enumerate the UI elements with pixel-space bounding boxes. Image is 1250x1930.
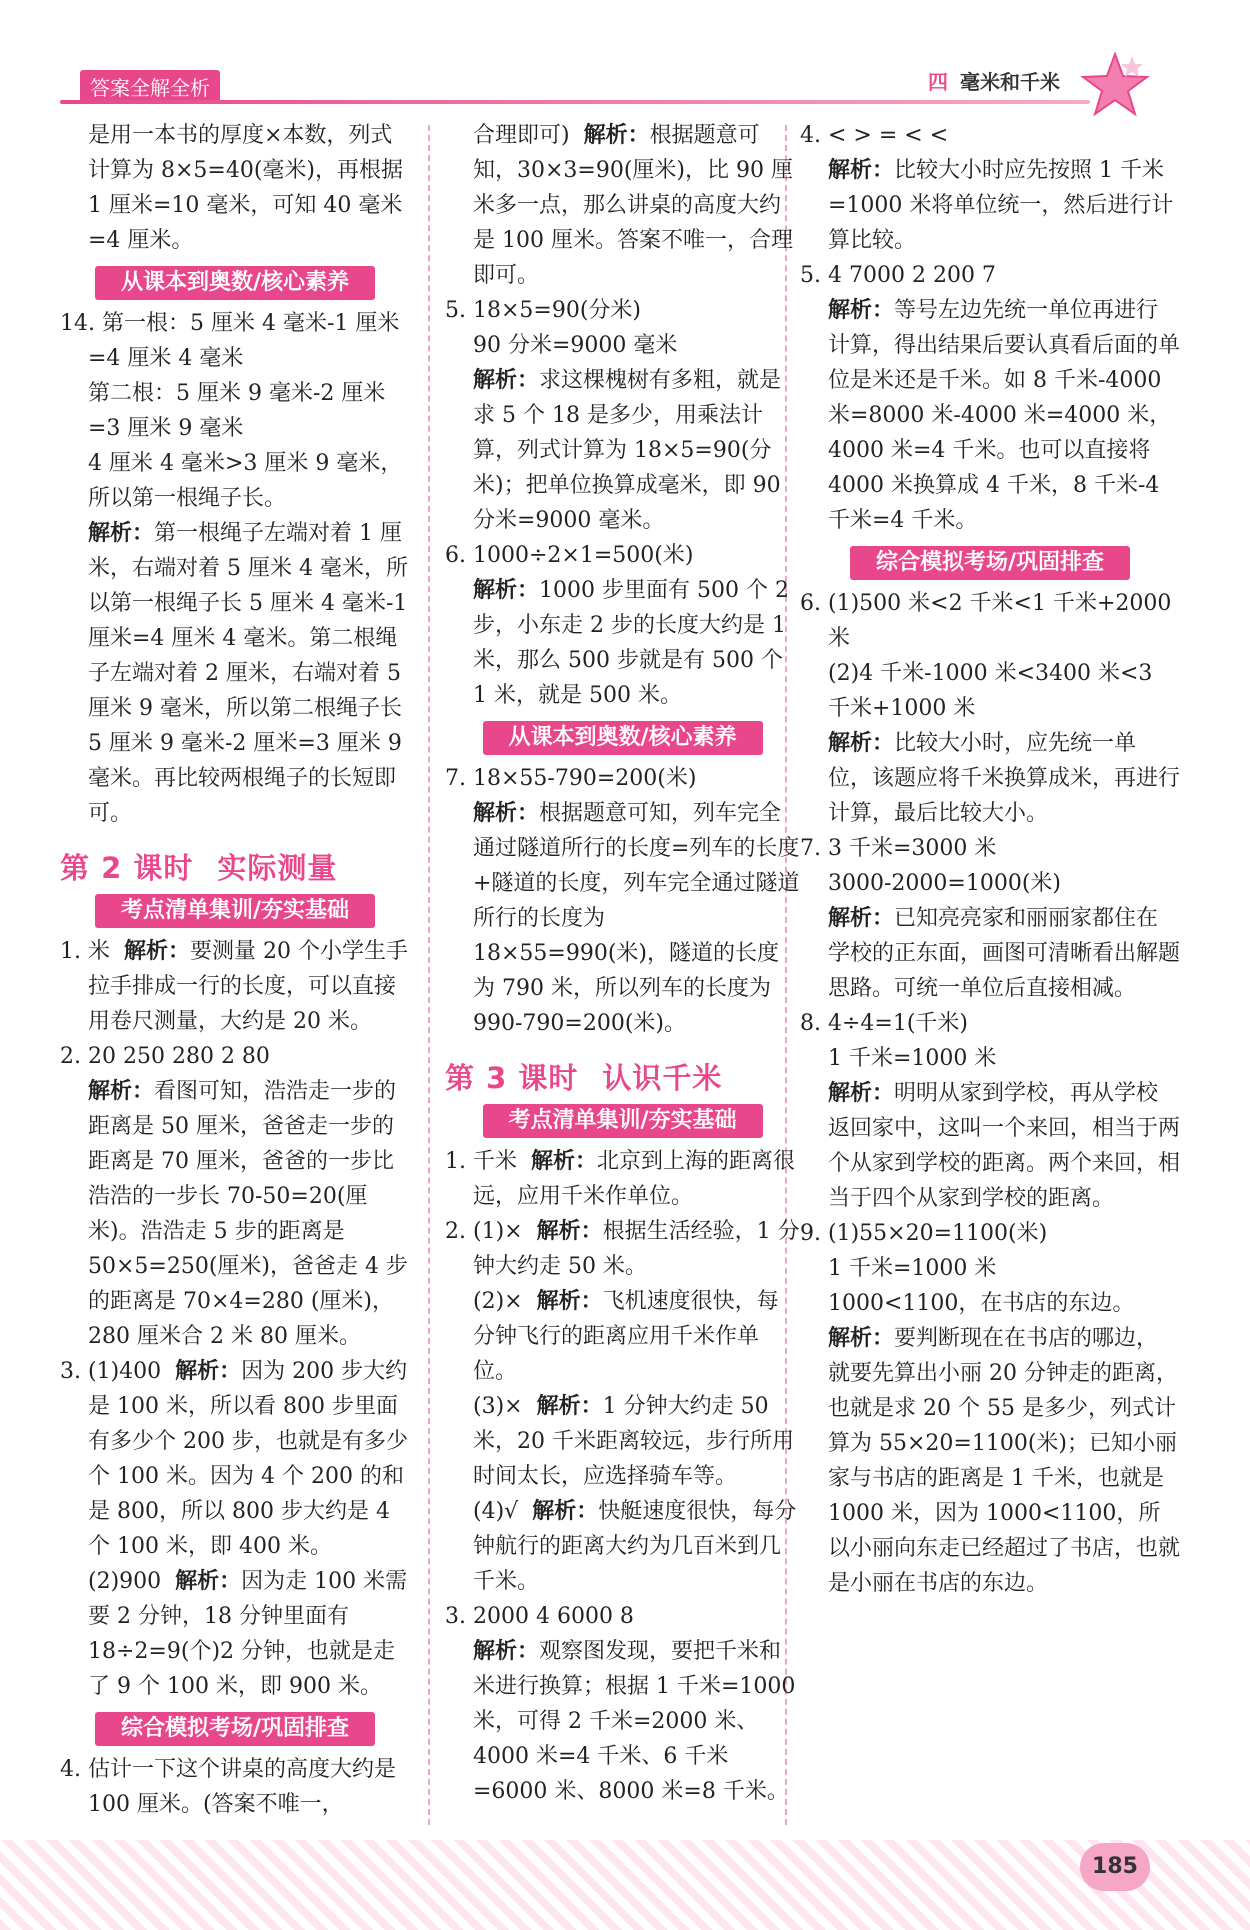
section-banner: 从课本到奥数/核心素养 <box>483 721 763 755</box>
answer: (3)× <box>473 1394 523 1419</box>
analysis-label: 解析： <box>536 1394 603 1419</box>
analysis-text: 比较大小时应先按照 1 千米=1000 米将单位统一，然后进行计算比较。 <box>828 158 1174 253</box>
analysis-label: 解析： <box>88 1079 155 1104</box>
analysis-label: 解析： <box>828 1081 895 1106</box>
analysis-label: 解析： <box>583 123 650 148</box>
lesson-title: 实际测量 <box>217 851 338 885</box>
analysis-text: 求这棵槐树有多粗，就是求 5 个 18 是多少，用乘法计算，列式计算为 18×5=90(分米)；把单位换算成毫米，即 90 分米=9000 毫米。 <box>473 368 782 533</box>
analysis-text: 快艇速度很快，每分钟航行的距离大约为几百米到几千米。 <box>473 1499 797 1594</box>
lesson-number: 第 3 课时 <box>445 1061 579 1095</box>
answer-item <box>445 1389 800 1494</box>
answer-item <box>445 1214 800 1284</box>
analysis <box>445 1634 800 1809</box>
answer-item <box>445 1144 800 1214</box>
analysis-text: 要测量 20 个小学生手拉手排成一行的长度，可以直接用卷尺测量，大约是 20 米。 <box>88 939 408 1034</box>
analysis-text: 明明从家到学校，再从学校返回家中，这叫一个来回，相当于两个从家到学校的距离。两个来回，相当于四个从家到学校的距离。 <box>828 1081 1181 1211</box>
answer-item <box>445 1494 800 1599</box>
section-banner: 综合模拟考场/巩固排查 <box>850 546 1130 580</box>
answer: (2)× <box>473 1289 523 1314</box>
unit-title <box>928 66 1060 95</box>
lesson-heading <box>445 1061 800 1096</box>
answer-text: 90 分米=9000 毫米 <box>473 333 678 358</box>
header-rule <box>60 100 1090 104</box>
section-banner: 综合模拟考场/巩固排查 <box>95 1712 375 1746</box>
answer-item: 14. 第一根：5 厘米 4 毫米-1 厘米=4 厘米 4 毫米 <box>60 311 400 371</box>
answer: (4)√ <box>473 1499 519 1524</box>
analysis-text: 1 分钟大约走 50 米，20 千米距离较远，步行所用时间太长，应选择骑车等。 <box>473 1394 794 1489</box>
answer-item: 5. 18×5=90(分米) <box>445 298 642 323</box>
answer-text: 4 厘米 4 毫米>3 厘米 9 毫米，所以第一根绳子长。 <box>88 451 403 511</box>
analysis-label: 解析： <box>828 158 895 183</box>
analysis-text: 要判断现在在书店的哪边，就要先算出小丽 20 分钟走的距离，也就是求 20 个 55 是多少，列式计算为 55×20=1100(米)；已知小丽家与书店的距离是 1 千米，也就是 1000 米，因为 1000<1100，所以小丽向东走已经超过了书店，也就是小丽在书店的东边。 <box>828 1326 1181 1596</box>
answer-item: 5. 4 7000 2 200 7 <box>800 263 996 288</box>
answer-item <box>60 1354 410 1564</box>
analysis-label: 解析： <box>473 368 540 393</box>
answer-text: 1000<1100，在书店的东边。 <box>828 1291 1135 1316</box>
analysis-label: 解析： <box>828 1326 895 1351</box>
section-banner: 考点清单集训/夯实基础 <box>483 1104 763 1138</box>
column-2 <box>445 118 800 1809</box>
analysis-text: 根据生活经验，1 分钟大约走 50 米。 <box>473 1219 800 1279</box>
answer-text: 3000-2000=1000(米) <box>828 871 1061 896</box>
answer-item: 6. (1)500 米<2 千米<1 千米+2000 米 <box>800 591 1172 651</box>
answer-text: (2)4 千米-1000 米<3400 米<3 千米+1000 米 <box>828 661 1153 721</box>
analysis-text: 看图可知，浩浩走一步的距离是 50 厘米，爸爸走一步的距离是 70 厘米，爸爸的一步比浩浩的一步长 70-50=20(厘米)。浩浩走 5 步的距离是 50×5=250(厘米)，爸爸走 4 步的距离是 70×4=280 (厘米)，280 厘米合 2 米 80 厘米。 <box>88 1079 408 1349</box>
column-1 <box>60 118 410 1822</box>
answer-item: 4. < > = < < <box>800 123 949 148</box>
analysis-text: 1000 步里面有 500 个 2 步，小东走 2 步的长度大约是 1 米，那么 500 步就是有 500 个 1 米，就是 500 米。 <box>473 578 789 708</box>
answer-item: 7. 3 千米=3000 米 <box>800 836 997 861</box>
lesson-heading <box>60 851 410 886</box>
answer-item <box>60 1564 410 1704</box>
analysis-label: 解析： <box>175 1359 242 1384</box>
answer: 1. 千米 <box>445 1149 517 1174</box>
analysis-text: 根据题意可知，列车完全通过隧道所行的长度=列车的长度+隧道的长度，列车完全通过隧道所行的长度为 18×55=990(米)，隧道的长度为 790 米，所以列车的长度为 990-790=200(米)。 <box>473 801 800 1036</box>
answer: (2)900 <box>88 1569 162 1594</box>
star-icon <box>1080 50 1150 120</box>
lesson-title: 认识千米 <box>602 1061 723 1095</box>
answer-item: 6. 1000÷2×1=500(米) <box>445 543 694 568</box>
answer: 3. (1)400 <box>60 1359 162 1384</box>
answer-item: 7. 18×55-790=200(米) <box>445 766 697 791</box>
answer: 1. 米 <box>60 939 110 964</box>
answer-item <box>445 118 800 293</box>
answer-item: 4. 估计一下这个讲桌的高度大约是 100 厘米。(答案不唯一， <box>60 1757 396 1817</box>
analysis-text: 因为走 100 米需要 2 分钟，18 分钟里面有 18÷2=9(个)2 分钟，也就是走了 9 个 100 米，即 900 米。 <box>88 1569 408 1699</box>
answer-text: 1 千米=1000 米 <box>828 1046 997 1071</box>
analysis-label: 解析： <box>828 298 895 323</box>
page-number: 185 <box>1080 1843 1150 1891</box>
analysis <box>445 796 800 1041</box>
analysis-text: 等号左边先统一单位再进行计算，得出结果后要认真看后面的单位是米还是千米。如 8 千米-4000 米=8000 米-4000 米=4000 米，4000 米=4 千米。也可以直接将 4000 米换算成 4 千米，8 千米-4 千米=4 千米。 <box>828 298 1181 533</box>
analysis-label: 解析： <box>828 731 895 756</box>
answer-item <box>60 934 410 1039</box>
header-left-label: 答案全解全析 <box>80 70 220 103</box>
analysis-label: 解析： <box>473 801 540 826</box>
analysis <box>800 726 1180 831</box>
column-3 <box>800 118 1180 1601</box>
analysis-label: 解析： <box>828 906 895 931</box>
section-banner: 考点清单集训/夯实基础 <box>95 894 375 928</box>
unit-name: 毫米和千米 <box>960 70 1060 94</box>
analysis <box>60 1074 410 1354</box>
analysis-text: 比较大小时，应先统一单位，该题应将千米换算成米，再进行计算，最后比较大小。 <box>828 731 1181 826</box>
analysis <box>445 363 800 538</box>
analysis-label: 解析： <box>532 1499 599 1524</box>
analysis <box>800 901 1180 1006</box>
analysis-label: 解析： <box>530 1149 597 1174</box>
answer-text: 第二根：5 厘米 9 毫米-2 厘米=3 厘米 9 毫米 <box>88 381 386 441</box>
answer: 合理即可) <box>473 123 570 148</box>
answer-text: 是用一本书的厚度×本数，列式计算为 8×5=40(毫米)，再根据 1 厘米=10 毫米，可知 40 毫米=4 厘米。 <box>88 123 404 253</box>
answer-item: 8. 4÷4=1(千米) <box>800 1011 969 1036</box>
analysis-text: 北京到上海的距离很远，应用千米作单位。 <box>473 1149 796 1209</box>
analysis-text: 观察图发现，要把千米和米进行换算；根据 1 千米=1000 米，可得 2 千米=2000 米、4000 米=4 千米、6 千米=6000 米、8000 米=8 千米。 <box>473 1639 796 1804</box>
answer-text: 1 千米=1000 米 <box>828 1256 997 1281</box>
analysis-label: 解析： <box>536 1219 603 1244</box>
answer-item: 9. (1)55×20=1100(米) <box>800 1221 1048 1246</box>
analysis <box>445 573 800 713</box>
answer-item: 3. 2000 4 6000 8 <box>445 1604 634 1629</box>
analysis <box>60 516 410 831</box>
analysis-text: 飞机速度很快，每分钟飞行的距离应用千米作单位。 <box>473 1289 779 1384</box>
section-banner: 从课本到奥数/核心素养 <box>95 266 375 300</box>
analysis <box>800 153 1180 258</box>
lesson-number: 第 2 课时 <box>60 851 194 885</box>
analysis-label: 解析： <box>88 521 155 546</box>
footer-pattern <box>0 1840 1250 1930</box>
answer: 2. (1)× <box>445 1219 523 1244</box>
analysis-text: 根据题意可知，30×3=90(厘米)，比 90 厘米多一点，那么讲桌的高度大约是 100 厘米。答案不唯一，合理即可。 <box>473 123 793 288</box>
answer-item <box>445 1284 800 1389</box>
analysis-label: 解析： <box>473 1639 540 1664</box>
analysis-label: 解析： <box>175 1569 242 1594</box>
analysis <box>800 293 1180 538</box>
analysis-text: 已知亮亮家和丽丽家都住在学校的正东面，画图可清晰看出解题思路。可统一单位后直接相减。 <box>828 906 1181 1001</box>
analysis <box>800 1321 1180 1601</box>
column-divider <box>428 125 430 1825</box>
analysis <box>800 1076 1180 1216</box>
answer-item: 2. 20 250 280 2 80 <box>60 1044 270 1069</box>
analysis-text: 因为 200 步大约是 100 米，所以看 800 步里面有多少个 200 步，也就是有多少个 100 米。因为 4 个 200 的和是 800，所以 800 步大约是 4 个 100 米，即 400 米。 <box>88 1359 408 1559</box>
analysis-label: 解析： <box>473 578 540 603</box>
analysis-text: 第一根绳子左端对着 1 厘米，右端对着 5 厘米 4 毫米，所以第一根绳子长 5 厘米 4 毫米-1 厘米=4 厘米 4 毫米。第二根绳子左端对着 2 厘米，右端对着 5 厘米 9 毫米，所以第二根绳子长 5 厘米 9 毫米-2 厘米=3 厘米 9 毫米。再比较两根绳子的长短即可。 <box>88 521 408 826</box>
analysis-label: 解析： <box>123 939 190 964</box>
analysis-label: 解析： <box>536 1289 603 1314</box>
page-header <box>0 0 1250 115</box>
unit-number: 四 <box>928 70 948 94</box>
